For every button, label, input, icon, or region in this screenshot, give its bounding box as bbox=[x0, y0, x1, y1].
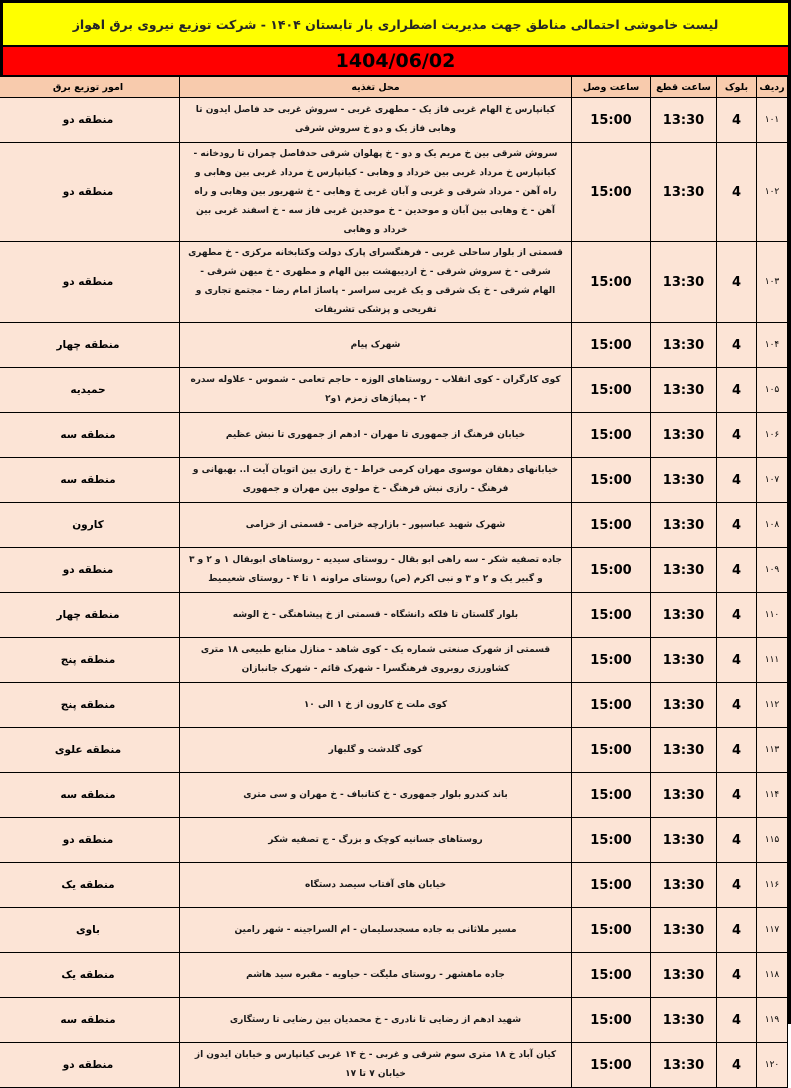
cell-district: منطقه دو bbox=[0, 143, 180, 242]
cell-block: 4 bbox=[717, 98, 757, 143]
cell-row-number: ۱۱۶ bbox=[757, 863, 788, 908]
cell-reconnect-time: 15:00 bbox=[572, 773, 651, 818]
document-title: لیست خاموشی احتمالی مناطق جهت مدیریت اضطراری بار تابستان ۱۴۰۴ - شرکت توزیع نیروی برق اهواز bbox=[3, 3, 788, 47]
cell-district: منطقه سه bbox=[0, 998, 180, 1043]
table-row bbox=[0, 593, 788, 638]
cell-district: منطقه علوی bbox=[0, 728, 180, 773]
cell-block: 4 bbox=[717, 998, 757, 1043]
cell-cut-time: 13:30 bbox=[651, 818, 717, 863]
cell-block: 4 bbox=[717, 458, 757, 503]
cell-row-number: ۱۰۴ bbox=[757, 323, 788, 368]
table-row bbox=[0, 1043, 788, 1088]
table-row bbox=[0, 242, 788, 323]
table-row bbox=[0, 863, 788, 908]
cell-row-number: ۱۱۵ bbox=[757, 818, 788, 863]
cell-block: 4 bbox=[717, 242, 757, 323]
cell-reconnect-time: 15:00 bbox=[572, 548, 651, 593]
cell-cut-time: 13:30 bbox=[651, 683, 717, 728]
cell-district: منطقه یک bbox=[0, 953, 180, 998]
cell-reconnect-time: 15:00 bbox=[572, 98, 651, 143]
table-row bbox=[0, 368, 788, 413]
cell-row-number: ۱۱۹ bbox=[757, 998, 788, 1043]
cell-cut-time: 13:30 bbox=[651, 728, 717, 773]
cell-location: کوی گلدشت و گلبهار bbox=[180, 728, 572, 773]
cell-reconnect-time: 15:00 bbox=[572, 818, 651, 863]
cell-row-number: ۱۱۳ bbox=[757, 728, 788, 773]
cell-district: منطقه دو bbox=[0, 242, 180, 323]
cell-location: خیابان های آفتاب سیصد دستگاه bbox=[180, 863, 572, 908]
cell-location: جاده تصفیه شکر - سه راهی ابو بقال - روستای سیدیه - روستاهای ابوبقال ۱ و ۲ و ۳ و گبیر یک و ۲ و ۳ و نبی اکرم (ص) روستای مراونه ۱ تا ۴ - روستای شعیمیط bbox=[180, 548, 572, 593]
cell-cut-time: 13:30 bbox=[651, 98, 717, 143]
cell-row-number: ۱۱۰ bbox=[757, 593, 788, 638]
cell-row-number: ۱۰۹ bbox=[757, 548, 788, 593]
table-row bbox=[0, 773, 788, 818]
cell-district: منطقه سه bbox=[0, 773, 180, 818]
outage-table-container bbox=[3, 76, 788, 1088]
cell-row-number: ۱۱۴ bbox=[757, 773, 788, 818]
cell-cut-time: 13:30 bbox=[651, 458, 717, 503]
cell-reconnect-time: 15:00 bbox=[572, 683, 651, 728]
cell-block: 4 bbox=[717, 143, 757, 242]
cell-district: منطقه دو bbox=[0, 818, 180, 863]
cell-district: حمیدیه bbox=[0, 368, 180, 413]
cell-reconnect-time: 15:00 bbox=[572, 242, 651, 323]
table-row bbox=[0, 548, 788, 593]
schedule-date: 1404/06/02 bbox=[3, 47, 788, 76]
cell-row-number: ۱۱۲ bbox=[757, 683, 788, 728]
table-row bbox=[0, 953, 788, 998]
cell-location: جاده ماهشهر - روستای ملیگت - حیاویه - مقبره سید هاشم bbox=[180, 953, 572, 998]
outage-table bbox=[0, 76, 788, 1088]
cell-row-number: ۱۱۸ bbox=[757, 953, 788, 998]
cell-block: 4 bbox=[717, 323, 757, 368]
cell-location: کوی کارگران - کوی انقلاب - روستاهای الوزه - حاجم تعامی - شموس - علاوله سدره ۲ - پمپاژهای زمزم ۱و۲ bbox=[180, 368, 572, 413]
cell-row-number: ۱۱۷ bbox=[757, 908, 788, 953]
table-row bbox=[0, 458, 788, 503]
cell-row-number: ۱۰۷ bbox=[757, 458, 788, 503]
table-row bbox=[0, 143, 788, 242]
column-header-block: بلوک bbox=[717, 77, 757, 98]
table-row bbox=[0, 683, 788, 728]
table-row bbox=[0, 98, 788, 143]
cell-cut-time: 13:30 bbox=[651, 368, 717, 413]
cell-block: 4 bbox=[717, 908, 757, 953]
table-body bbox=[0, 98, 788, 1088]
cell-row-number: ۱۲۰ bbox=[757, 1043, 788, 1088]
cell-reconnect-time: 15:00 bbox=[572, 368, 651, 413]
cell-block: 4 bbox=[717, 863, 757, 908]
cell-row-number: ۱۰۸ bbox=[757, 503, 788, 548]
cell-cut-time: 13:30 bbox=[651, 863, 717, 908]
table-row bbox=[0, 998, 788, 1043]
cell-location: شهرک پیام bbox=[180, 323, 572, 368]
cell-cut-time: 13:30 bbox=[651, 908, 717, 953]
cell-reconnect-time: 15:00 bbox=[572, 413, 651, 458]
cell-block: 4 bbox=[717, 683, 757, 728]
cell-block: 4 bbox=[717, 503, 757, 548]
cell-block: 4 bbox=[717, 593, 757, 638]
cell-location: بلوار گلستان تا فلکه دانشگاه - قسمتی از خ پیشاهنگی - خ الوشه bbox=[180, 593, 572, 638]
cell-row-number: ۱۱۱ bbox=[757, 638, 788, 683]
column-header-district: امور توزیع برق bbox=[0, 77, 180, 98]
cell-location: شهید ادهم از رضایی تا نادری - خ محمدیان بین رضایی تا رستگاری bbox=[180, 998, 572, 1043]
cell-district: منطقه دو bbox=[0, 98, 180, 143]
table-row bbox=[0, 908, 788, 953]
cell-cut-time: 13:30 bbox=[651, 242, 717, 323]
cell-location: قسمتی از بلوار ساحلی غربی - فرهنگسرای پارک دولت وکتابخانه مرکزی - خ مطهری شرقی - خ سروش شرقی - خ اردیبهشت بین الهام و مطهری - خ میهن شرقی - الهام شرقی - خ یک شرقی و یک غربی سراسر - پاساژ امام رضا - مجتمع تجاری و تفریحی و پزشکی تشریفات bbox=[180, 242, 572, 323]
cell-cut-time: 13:30 bbox=[651, 503, 717, 548]
cell-location: باند کندرو بلوار جمهوری - خ کتانباف - خ مهران و سی متری bbox=[180, 773, 572, 818]
cell-district: منطقه چهار bbox=[0, 323, 180, 368]
cell-block: 4 bbox=[717, 368, 757, 413]
cell-cut-time: 13:30 bbox=[651, 998, 717, 1043]
cell-district: منطقه سه bbox=[0, 458, 180, 503]
cell-reconnect-time: 15:00 bbox=[572, 908, 651, 953]
cell-block: 4 bbox=[717, 413, 757, 458]
cell-reconnect-time: 15:00 bbox=[572, 863, 651, 908]
cell-district: باوی bbox=[0, 908, 180, 953]
cell-cut-time: 13:30 bbox=[651, 1043, 717, 1088]
cell-location: کیانپارس خ الهام غربی فاز یک - مطهری غربی - سروش غربی حد فاصل ایدون تا وهابی فاز یک و دو خ سروش شرقی bbox=[180, 98, 572, 143]
cell-district: منطقه پنج bbox=[0, 683, 180, 728]
cell-district: منطقه دو bbox=[0, 1043, 180, 1088]
table-row bbox=[0, 728, 788, 773]
cell-district: منطقه پنج bbox=[0, 638, 180, 683]
cell-reconnect-time: 15:00 bbox=[572, 503, 651, 548]
cell-reconnect-time: 15:00 bbox=[572, 593, 651, 638]
cell-cut-time: 13:30 bbox=[651, 323, 717, 368]
cell-reconnect-time: 15:00 bbox=[572, 953, 651, 998]
cell-row-number: ۱۰۵ bbox=[757, 368, 788, 413]
cell-row-number: ۱۰۲ bbox=[757, 143, 788, 242]
table-row bbox=[0, 413, 788, 458]
cell-reconnect-time: 15:00 bbox=[572, 143, 651, 242]
cell-location: سروش شرقی بین خ مریم یک و دو - خ پهلوان شرقی حدفاصل چمران تا رودخانه - کیانپارس خ مرداد غربی بین خرداد و وهابی - کیانپارس خ مرداد غربی بین وهابی و راه آهن - مرداد شرقی و غربی و آبان غربی خ وهابی - خ شهریور بین وهابی و راه آهن - خ وهابی بین آبان و موحدین - خ موحدین غربی فاز سه - خ اسفند غربی بین خرداد و وهابی bbox=[180, 143, 572, 242]
cell-location: خیابان فرهنگ از جمهوری تا مهران - ادهم از جمهوری تا نبش عظیم bbox=[180, 413, 572, 458]
cell-location: قسمتی از شهرک صنعتی شماره یک - کوی شاهد - منازل منابع طبیعی ۱۸ متری کشاورزی روبروی فرهنگسرا - شهرک قائم - شهرک جانبازان bbox=[180, 638, 572, 683]
column-header-cut-time: ساعت قطع bbox=[651, 77, 717, 98]
cell-row-number: ۱۰۶ bbox=[757, 413, 788, 458]
cell-reconnect-time: 15:00 bbox=[572, 638, 651, 683]
cell-cut-time: 13:30 bbox=[651, 548, 717, 593]
cell-block: 4 bbox=[717, 728, 757, 773]
cell-block: 4 bbox=[717, 638, 757, 683]
cell-reconnect-time: 15:00 bbox=[572, 323, 651, 368]
column-header-location: محل تغذیه bbox=[180, 77, 572, 98]
cell-district: منطقه یک bbox=[0, 863, 180, 908]
cell-location: کوی ملت خ کارون از خ ۱ الی ۱۰ bbox=[180, 683, 572, 728]
cell-district: منطقه چهار bbox=[0, 593, 180, 638]
cell-block: 4 bbox=[717, 1043, 757, 1088]
cell-cut-time: 13:30 bbox=[651, 413, 717, 458]
table-row bbox=[0, 323, 788, 368]
cell-cut-time: 13:30 bbox=[651, 143, 717, 242]
cell-reconnect-time: 15:00 bbox=[572, 998, 651, 1043]
cell-cut-time: 13:30 bbox=[651, 773, 717, 818]
cell-cut-time: 13:30 bbox=[651, 593, 717, 638]
table-row bbox=[0, 503, 788, 548]
cell-location: خیابانهای دهقان موسوی مهران کرمی خراط - خ رازی بین اتوبان آیت ا.. بهبهانی و فرهنگ - رازی نبش فرهنگ - خ مولوی بین مهران و جمهوری bbox=[180, 458, 572, 503]
cell-block: 4 bbox=[717, 773, 757, 818]
column-header-reconnect: ساعت وصل bbox=[572, 77, 651, 98]
cell-location: شهرک شهید عباسپور - بازارچه خزامی - قسمتی از خزامی bbox=[180, 503, 572, 548]
cell-block: 4 bbox=[717, 818, 757, 863]
table-row bbox=[0, 818, 788, 863]
cell-reconnect-time: 15:00 bbox=[572, 1043, 651, 1088]
cell-location: مسیر ملاثانی به جاده مسجدسلیمان - ام السراجینه - شهر رامین bbox=[180, 908, 572, 953]
cell-block: 4 bbox=[717, 548, 757, 593]
cell-cut-time: 13:30 bbox=[651, 953, 717, 998]
cell-location: کیان آباد خ ۱۸ متری سوم شرقی و غربی - خ ۱۴ غربی کیانپارس و خیابان ایدون از خیابان ۷ تا ۱۷ bbox=[180, 1043, 572, 1088]
cell-district: منطقه دو bbox=[0, 548, 180, 593]
cell-reconnect-time: 15:00 bbox=[572, 728, 651, 773]
column-header-rownum: ردیف bbox=[757, 77, 788, 98]
cell-row-number: ۱۰۱ bbox=[757, 98, 788, 143]
cell-district: منطقه سه bbox=[0, 413, 180, 458]
cell-cut-time: 13:30 bbox=[651, 638, 717, 683]
cell-reconnect-time: 15:00 bbox=[572, 458, 651, 503]
cell-location: روستاهای جسانیه کوچک و بزرگ - ج تصفیه شکر bbox=[180, 818, 572, 863]
table-row bbox=[0, 638, 788, 683]
cell-district: کارون bbox=[0, 503, 180, 548]
header-row bbox=[0, 77, 788, 98]
cell-block: 4 bbox=[717, 953, 757, 998]
cell-row-number: ۱۰۳ bbox=[757, 242, 788, 323]
